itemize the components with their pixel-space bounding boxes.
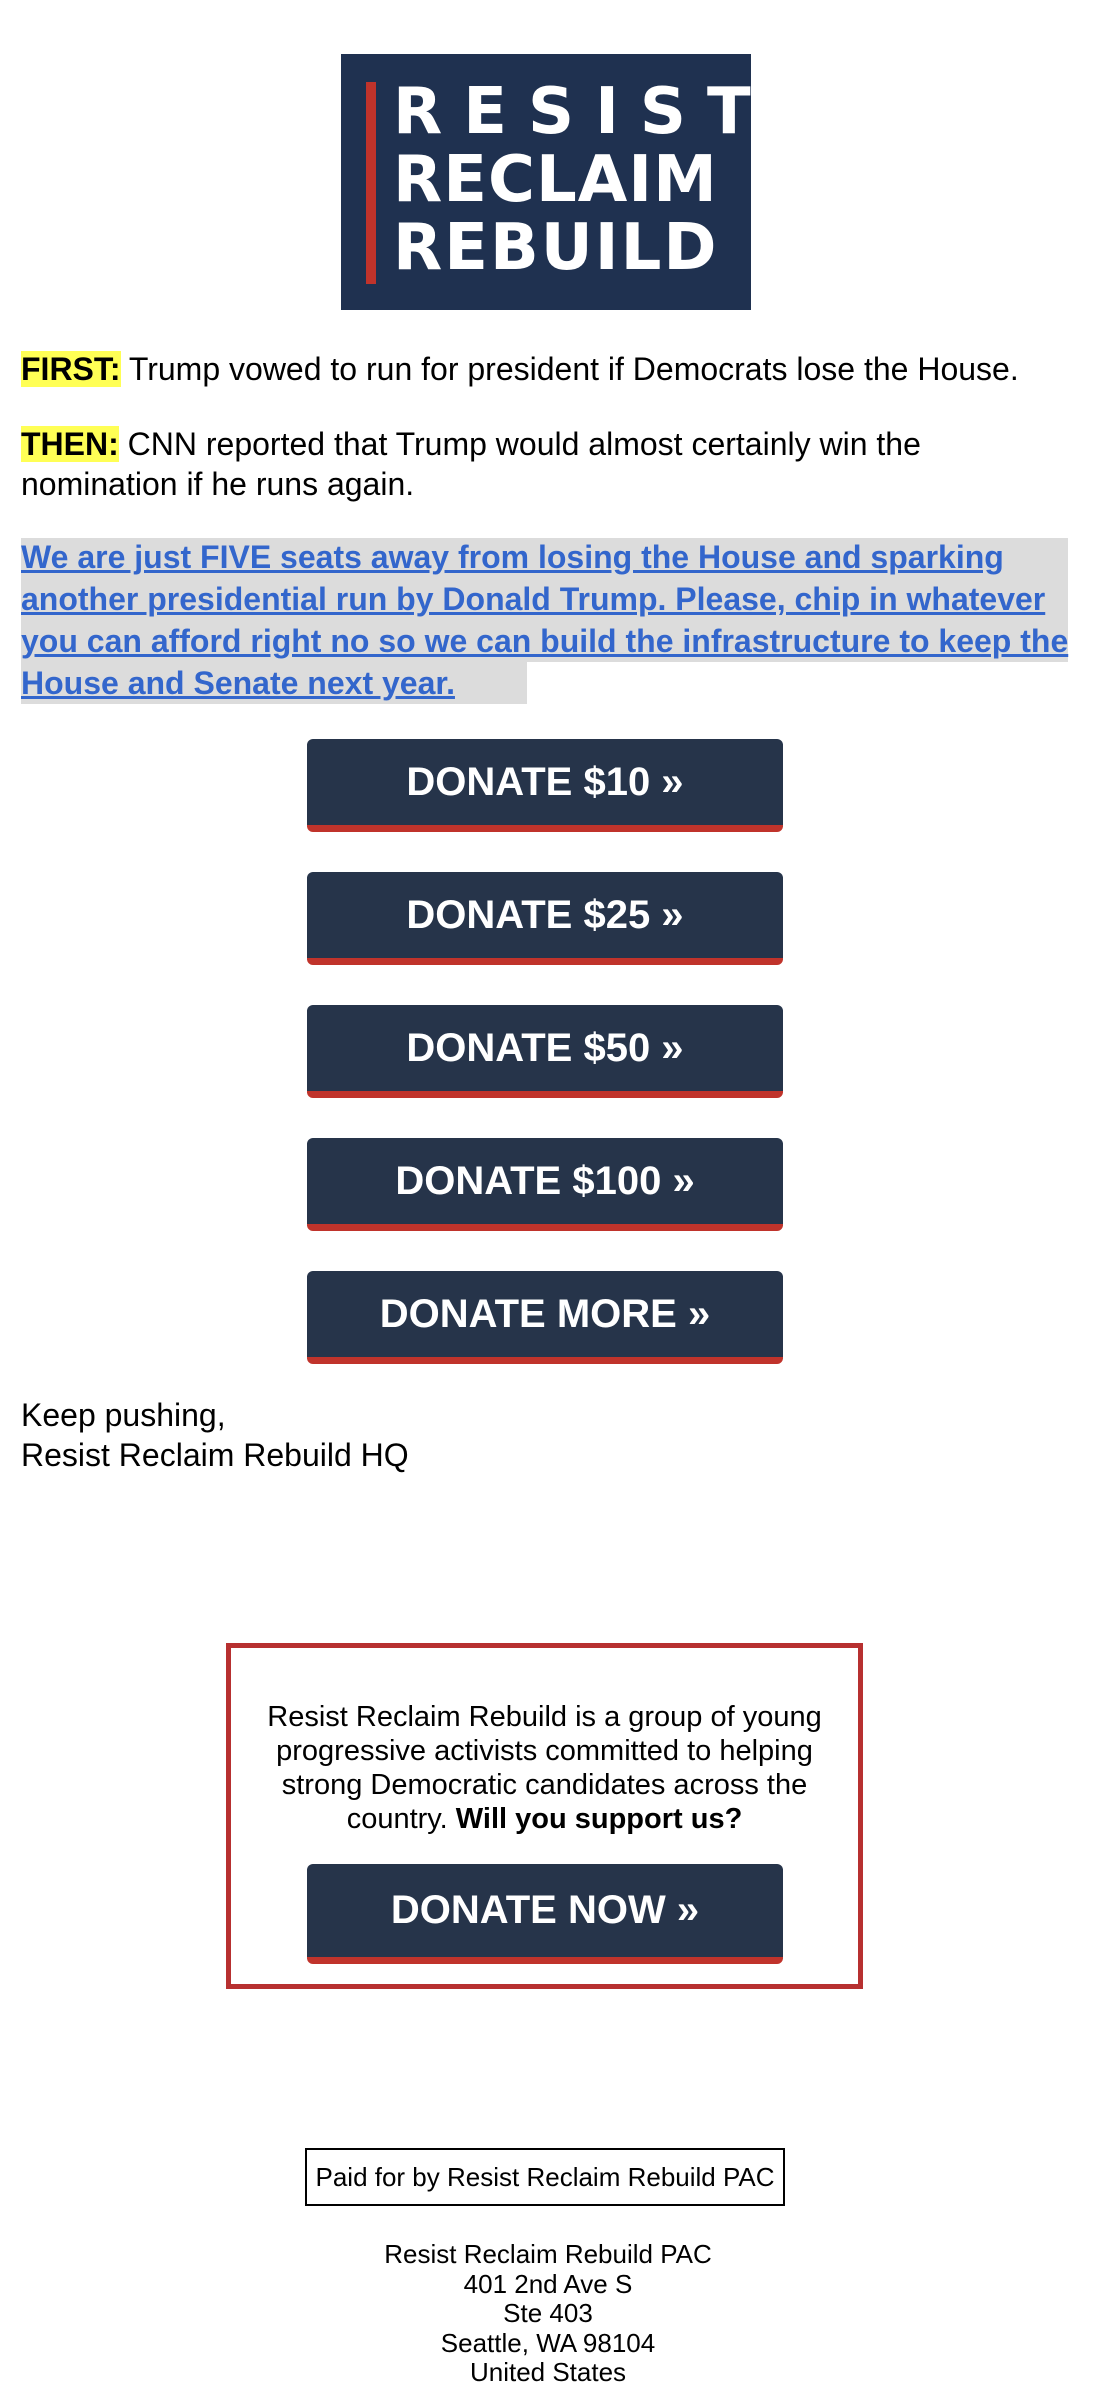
logo-line-resist: RESIST [393, 75, 772, 149]
donate-more-button[interactable]: DONATE MORE » [307, 1271, 783, 1364]
address-suite: Ste 403 [503, 2298, 593, 2328]
donate-100-button[interactable]: DONATE $100 » [307, 1138, 783, 1231]
support-description: Resist Reclaim Rebuild is a group of young progressive activists committed to helping strong Democratic candidates across the country. [267, 1701, 822, 1835]
callout-link[interactable]: We are just FIVE seats away from losing the House and sparking another presidential run by Donald Trump. Please, chip in whatever you can afford right no so we can build the infrastructure to keep the House and Senate next year. [21, 539, 1069, 701]
first-label: FIRST: [21, 351, 121, 387]
first-text: Trump vowed to run for president if Democrats lose the House. [120, 351, 1019, 387]
footer-address [298, 2240, 798, 2388]
logo-accent-bar [366, 82, 376, 284]
signoff [21, 1395, 409, 1475]
support-box [226, 1643, 863, 1989]
paid-for-disclaimer: Paid for by Resist Reclaim Rebuild PAC [305, 2148, 785, 2206]
donate-10-button[interactable]: DONATE $10 » [307, 739, 783, 832]
brand-logo[interactable] [341, 54, 772, 310]
logo-line-reclaim: RECLAIM [393, 143, 718, 217]
address-org: Resist Reclaim Rebuild PAC [384, 2239, 712, 2269]
then-label: THEN: [21, 426, 119, 462]
support-question: Will you support us? [455, 1803, 743, 1835]
donate-50-button[interactable]: DONATE $50 » [307, 1005, 783, 1098]
logo-line-rebuild: REBUILD [393, 211, 719, 285]
first-paragraph [21, 349, 1075, 389]
address-street: 401 2nd Ave S [463, 2268, 633, 2299]
address-country: United States [469, 2357, 627, 2387]
signoff-line-2: Resist Reclaim Rebuild HQ [21, 1437, 409, 1473]
support-text [261, 1700, 828, 1836]
address-city: Seattle, WA 98104 [440, 2327, 656, 2358]
signoff-line-1: Keep pushing, [21, 1397, 226, 1433]
then-paragraph [21, 424, 1075, 504]
donate-25-button[interactable]: DONATE $25 » [307, 872, 783, 965]
then-text: CNN reported that Trump would almost certainly win the nomination if he runs again. [21, 426, 921, 502]
donate-now-button[interactable]: DONATE NOW » [307, 1864, 783, 1964]
